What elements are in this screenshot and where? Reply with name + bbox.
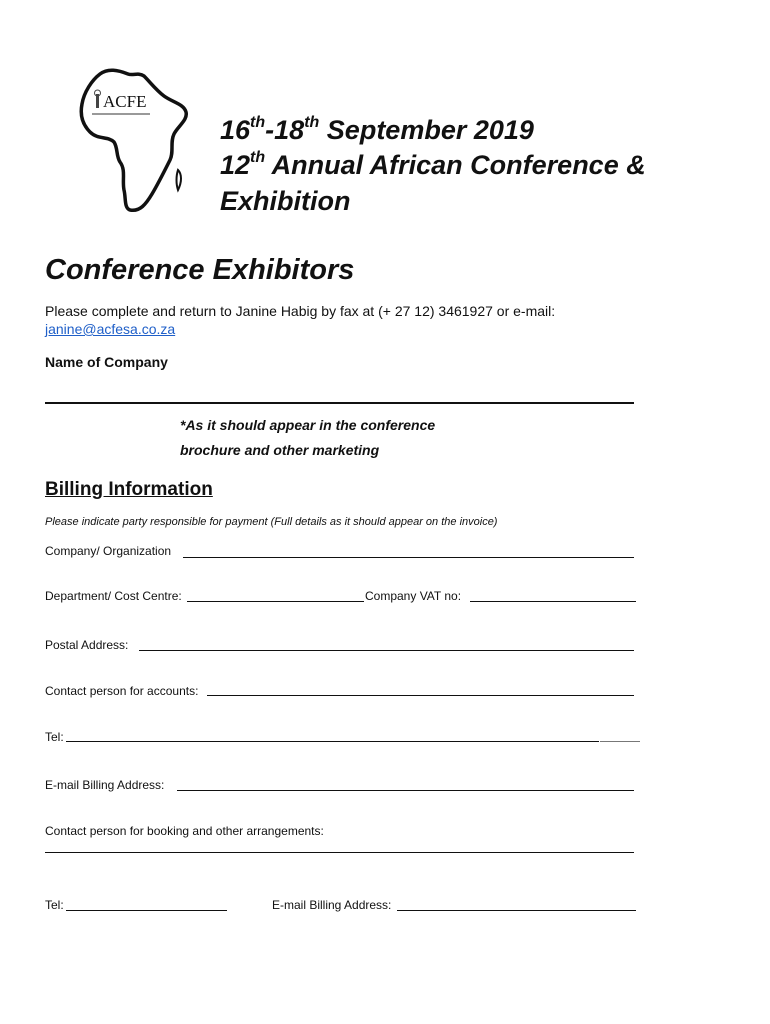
contact-booking-label: Contact person for booking and other arrangements:: [45, 824, 324, 838]
email-billing2-label: E-mail Billing Address:: [272, 898, 392, 912]
event-title-line3: Exhibition: [220, 186, 351, 216]
email-billing2-field[interactable]: [397, 910, 636, 911]
company-note-line2: brochure and other marketing: [180, 442, 380, 458]
event-date: 16th-18th September 2019: [220, 114, 534, 145]
vat-label: Company VAT no:: [365, 589, 462, 603]
company-name-label: Name of Company: [45, 354, 168, 370]
event-edition: 12th Annual African Conference &: [220, 149, 646, 180]
postal-address-label: Postal Address:: [45, 638, 129, 652]
tel-label: Tel:: [45, 730, 64, 744]
email-billing-field[interactable]: [177, 790, 634, 791]
vat-field[interactable]: [470, 601, 636, 602]
tel-field-extension: [600, 741, 640, 742]
department-label: Department/ Cost Centre:: [45, 589, 182, 603]
contact-accounts-label: Contact person for accounts:: [45, 684, 199, 698]
company-org-field[interactable]: [183, 557, 634, 558]
africa-map-icon: [78, 66, 196, 216]
company-org-label: Company/ Organization: [45, 544, 172, 558]
company-note-line1: *As it should appear in the conference: [180, 417, 436, 433]
department-field[interactable]: [187, 601, 364, 602]
company-name-field[interactable]: [45, 402, 634, 404]
page-title: Conference Exhibitors: [45, 254, 355, 286]
email-link[interactable]: janine@acfesa.co.za: [45, 321, 176, 337]
tel-field[interactable]: [66, 741, 599, 742]
tel2-label: Tel:: [45, 898, 64, 912]
intro-text: Please complete and return to Janine Habig by fax at (+ 27 12) 3461927 or e-mail:: [45, 303, 556, 319]
billing-title: Billing Information: [45, 479, 213, 500]
contact-accounts-field[interactable]: [207, 695, 634, 696]
contact-booking-field[interactable]: [45, 852, 634, 853]
tel2-field[interactable]: [66, 910, 227, 911]
email-billing-label: E-mail Billing Address:: [45, 778, 165, 792]
acfe-logo: [78, 66, 196, 216]
billing-instruction: Please indicate party responsible for payment (Full details as it should appear on the invoice): [45, 516, 498, 528]
postal-address-field[interactable]: [139, 650, 634, 651]
logo-text: ACFE: [103, 92, 147, 111]
